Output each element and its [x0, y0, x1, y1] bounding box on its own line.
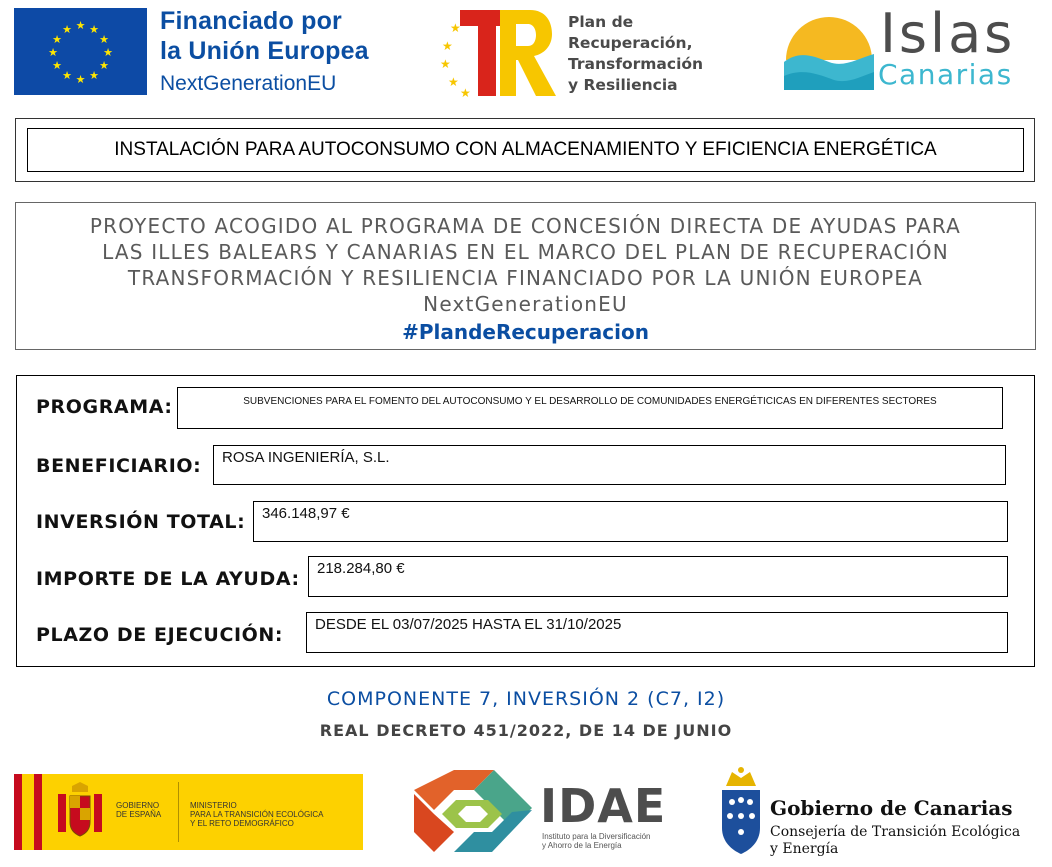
sun-wave-icon: [784, 10, 874, 96]
gobierno-canarias-title: Gobierno de Canarias: [770, 796, 1013, 820]
gobierno-canarias-crest-icon: [718, 766, 764, 858]
svg-text:★: ★: [460, 86, 471, 99]
gobierno-espana-line2: DE ESPAÑA: [116, 810, 162, 819]
svg-text:★: ★: [75, 19, 86, 32]
gobierno-espana-line1: GOBIERNO: [116, 801, 160, 810]
prtr-line1: Plan de: [568, 13, 634, 31]
islas-canarias-logo: [784, 10, 874, 96]
svg-text:★: ★: [89, 69, 99, 82]
beneficiario-value: ROSA INGENIERÍA, S.L.: [213, 445, 1006, 485]
programa-label: PROGRAMA:: [36, 396, 173, 418]
svg-text:★: ★: [52, 33, 62, 46]
inversion-value: 346.148,97 €: [253, 501, 1008, 542]
hashtag: #PlandeRecuperacion: [402, 320, 649, 344]
consejeria-line2: y Energía: [770, 841, 839, 857]
project-line-2: LAS ILLES BALEARS Y CANARIAS EN EL MARCO DEL PLAN DE RECUPERACIÓN: [102, 240, 949, 264]
consejeria-line1: Consejería de Transición Ecológica: [770, 824, 1021, 840]
svg-text:★: ★: [89, 23, 99, 36]
ministerio-line1: MINISTERIO: [190, 801, 237, 810]
prtr-line2: Recuperación,: [568, 34, 693, 52]
eu-line2: la Unión Europea: [160, 37, 369, 65]
spain-coat-of-arms-icon: [52, 782, 108, 842]
gobierno-espana-text: [116, 801, 161, 819]
canarias-text: Canarias: [878, 58, 1013, 91]
svg-text:★: ★: [448, 75, 459, 89]
eu-line1: Financiado por: [160, 7, 342, 35]
svg-text:★: ★: [75, 73, 86, 86]
project-title: INSTALACIÓN PARA AUTOCONSUMO CON ALMACENAMIENTO Y EFICIENCIA ENERGÉTICA: [27, 128, 1024, 172]
svg-text:★: ★: [52, 59, 62, 72]
prtr-line3: Transformación: [568, 55, 704, 73]
idae-knot-icon: [414, 770, 532, 852]
svg-text:★: ★: [103, 46, 113, 59]
idae-name: IDAE: [540, 779, 667, 833]
eu-flag-logo: [14, 8, 147, 95]
prtr-logo: [438, 4, 558, 99]
importe-label: IMPORTE DE LA AYUDA:: [36, 568, 300, 590]
plazo-label: PLAZO DE EJECUCIÓN:: [36, 624, 284, 646]
svg-text:★: ★: [99, 33, 109, 46]
eu-stars-icon: [14, 8, 147, 95]
importe-value: 218.284,80 €: [308, 556, 1008, 597]
eu-line3: NextGenerationEU: [160, 72, 337, 95]
inversion-label: INVERSIÓN TOTAL:: [36, 511, 246, 533]
plazo-value: DESDE EL 03/07/2025 HASTA EL 31/10/2025: [306, 612, 1008, 653]
ministerio-text: [190, 801, 324, 828]
real-decreto-text: REAL DECRETO 451/2022, DE 14 DE JUNIO: [319, 721, 733, 740]
svg-text:★: ★: [48, 46, 58, 59]
svg-text:★: ★: [442, 39, 453, 53]
idae-sub-line1: Instituto para la Diversificación: [542, 832, 651, 841]
consejeria-text: [770, 824, 1020, 858]
programa-value: SUBVENCIONES PARA EL FOMENTO DEL AUTOCONSUMO Y EL DESARROLLO DE COMUNIDADES ENERGÉTICICAS EN DIFERENTES SECTORES: [177, 387, 1003, 429]
project-line-3: TRANSFORMACIÓN Y RESILIENCIA FINANCIADO POR LA UNIÓN EUROPEA: [127, 266, 924, 290]
project-description-box: [15, 202, 1036, 350]
svg-text:★: ★: [450, 21, 461, 35]
prtr-tr-icon: [438, 4, 558, 99]
svg-text:★: ★: [440, 57, 451, 71]
separator: [178, 782, 179, 842]
svg-text:★: ★: [62, 69, 72, 82]
idae-logo: [414, 770, 532, 852]
project-line-1: PROYECTO ACOGIDO AL PROGRAMA DE CONCESIÓN DIRECTA DE AYUDAS PARA: [89, 214, 962, 238]
spain-flag-stripe-center: [22, 774, 34, 850]
project-line-4: NextGenerationEU: [423, 292, 628, 316]
prtr-line4: y Resiliencia: [568, 76, 678, 94]
prtr-text: [568, 12, 768, 96]
componente-text: COMPONENTE 7, INVERSIÓN 2 (C7, I2): [326, 688, 726, 710]
idae-subtitle: [542, 832, 651, 850]
ministerio-line2: PARA LA TRANSICIÓN ECOLÓGICA: [190, 810, 324, 819]
eu-funding-text: [160, 6, 420, 98]
beneficiario-label: BENEFICIARIO:: [36, 455, 202, 477]
idae-sub-line2: y Ahorro de la Energía: [542, 841, 622, 850]
islas-text: Islas: [880, 2, 1016, 65]
ministerio-line3: Y EL RETO DEMOGRÁFICO: [190, 819, 294, 828]
svg-text:★: ★: [99, 59, 109, 72]
svg-text:★: ★: [62, 23, 72, 36]
